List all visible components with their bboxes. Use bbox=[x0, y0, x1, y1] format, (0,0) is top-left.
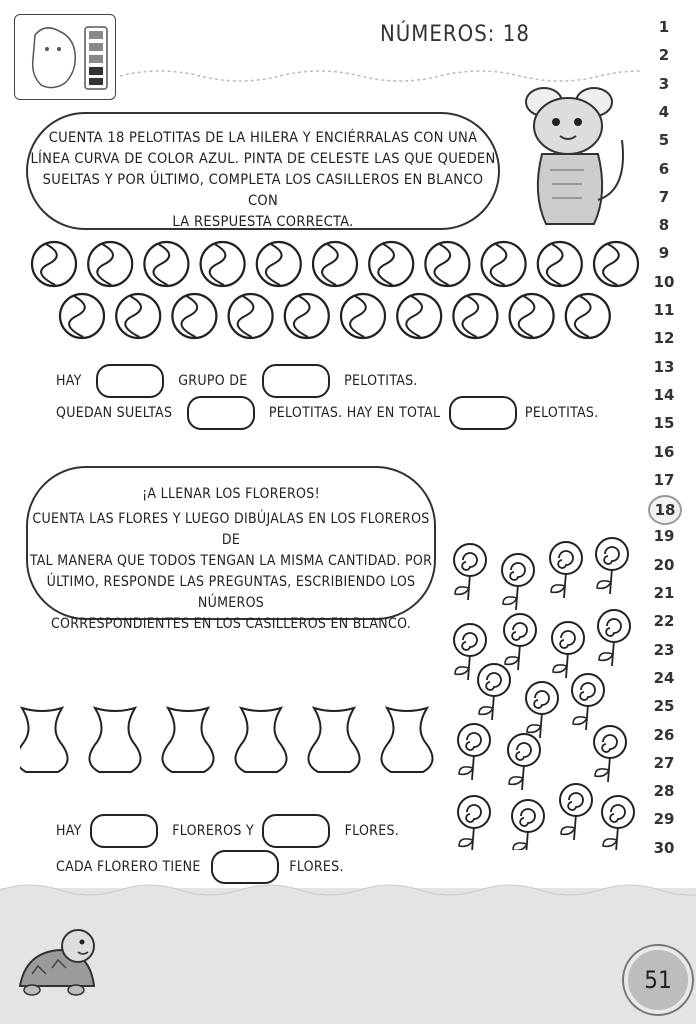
exercise1-line2 bbox=[56, 396, 599, 430]
turtle-illustration bbox=[12, 924, 104, 1004]
vase bbox=[89, 708, 140, 772]
exercise2-instruction-line: ÚLTIMO, RESPONDE LAS PREGUNTAS, ESCRIBIENDO LOS NÚMEROS bbox=[46, 574, 416, 611]
exercise1-instruction-line: LA RESPUESTA CORRECTA. bbox=[172, 214, 354, 230]
sequence-number: 3 bbox=[658, 74, 670, 93]
label-hay: HAY bbox=[56, 823, 82, 839]
label-flores: FLORES. bbox=[289, 859, 344, 875]
footer-wave bbox=[0, 878, 696, 898]
exercise2-instruction-line: CORRESPONDIENTES EN LOS CASILLEROS EN BLANCO. bbox=[50, 616, 412, 632]
ball bbox=[144, 242, 188, 286]
ball bbox=[425, 242, 469, 286]
sequence-number: 8 bbox=[658, 216, 670, 235]
rose-flower bbox=[552, 622, 584, 678]
label-pelotitas: PELOTITAS. bbox=[344, 373, 418, 389]
label-floreros-y: FLOREROS Y bbox=[172, 823, 254, 839]
answer-box-flowers[interactable] bbox=[262, 814, 330, 848]
label-pelotitas: PELOTITAS. bbox=[524, 405, 599, 421]
rose-flower bbox=[478, 664, 510, 720]
ball bbox=[285, 294, 329, 338]
footer-band bbox=[0, 888, 696, 1024]
sequence-number: 23 bbox=[653, 640, 675, 659]
ball bbox=[341, 294, 385, 338]
sequence-number: 12 bbox=[653, 329, 675, 348]
sequence-number: 6 bbox=[658, 159, 670, 178]
ball bbox=[201, 242, 245, 286]
rose-flower bbox=[512, 800, 544, 850]
vases-group bbox=[20, 708, 433, 772]
sequence-number: 20 bbox=[653, 555, 675, 574]
ball bbox=[594, 242, 638, 286]
vase bbox=[162, 708, 213, 772]
answer-box-total[interactable] bbox=[449, 396, 517, 430]
ball bbox=[116, 294, 160, 338]
rose-flower bbox=[526, 682, 558, 738]
number-sequence-column bbox=[644, 18, 684, 878]
answer-box-vases[interactable] bbox=[90, 814, 158, 848]
exercise2-instruction-cloud bbox=[26, 466, 436, 632]
sequence-number: 30 bbox=[653, 838, 675, 857]
answer-box-loose[interactable] bbox=[187, 396, 255, 430]
sequence-number: 25 bbox=[653, 697, 675, 716]
sequence-number: 14 bbox=[653, 385, 675, 404]
ball bbox=[566, 294, 610, 338]
vase bbox=[381, 708, 432, 772]
vase bbox=[235, 708, 286, 772]
exercise2-instruction-line: CUENTA LAS FLORES Y LUEGO DIBÚJALAS EN LOS FLOREROS DE bbox=[32, 511, 430, 548]
sequence-number: 26 bbox=[653, 725, 675, 744]
sequence-number: 7 bbox=[658, 187, 670, 206]
ball bbox=[397, 294, 441, 338]
rose-flower bbox=[550, 542, 582, 598]
balls-row-2 bbox=[60, 294, 610, 338]
ball bbox=[60, 294, 104, 338]
ball bbox=[257, 242, 301, 286]
answer-box-groups[interactable] bbox=[96, 364, 164, 398]
rose-flower bbox=[458, 796, 490, 850]
rose-flower bbox=[594, 726, 626, 782]
rose-flower bbox=[502, 554, 534, 610]
ball bbox=[88, 242, 132, 286]
sequence-number: 28 bbox=[653, 782, 675, 801]
mouse-illustration bbox=[500, 80, 632, 230]
exercise1-instruction-line: CUENTA 18 PELOTITAS DE LA HILERA Y ENCIÉRRALAS CON UNA bbox=[48, 130, 478, 146]
exercise1-instruction-line: SUELTAS Y POR ÚLTIMO, COMPLETA LOS CASILLEROS EN BLANCO CON bbox=[42, 172, 484, 209]
sequence-number: 29 bbox=[653, 810, 675, 829]
sequence-number: 10 bbox=[653, 272, 675, 291]
ball bbox=[313, 242, 357, 286]
sequence-number: 17 bbox=[653, 470, 675, 489]
sequence-number: 11 bbox=[653, 301, 675, 319]
label-hay: HAY bbox=[56, 373, 82, 389]
sequence-number: 9 bbox=[658, 244, 670, 263]
sequence-number: 19 bbox=[653, 527, 675, 546]
sequence-number: 22 bbox=[653, 612, 675, 631]
vase bbox=[20, 708, 68, 772]
exercise2-heading: ¡A LLENAR LOS FLOREROS! bbox=[142, 486, 320, 502]
ball bbox=[369, 242, 413, 286]
page-number-badge: 51 bbox=[624, 946, 692, 1014]
vases-area bbox=[20, 700, 450, 780]
label-quedan-sueltas: QUEDAN SUELTAS bbox=[56, 405, 173, 421]
sequence-number-highlighted: 18 bbox=[648, 495, 682, 525]
sequence-number: 5 bbox=[658, 131, 670, 150]
rose-flower bbox=[454, 544, 486, 600]
flowers-area bbox=[440, 530, 650, 850]
rose-flower bbox=[596, 538, 628, 594]
sequence-number: 21 bbox=[653, 584, 675, 602]
ball bbox=[172, 294, 216, 338]
flowers-group bbox=[454, 538, 634, 850]
exercise1-instruction-cloud bbox=[26, 112, 500, 230]
ball bbox=[538, 242, 582, 286]
sequence-number: 4 bbox=[658, 102, 670, 121]
vase bbox=[308, 708, 359, 772]
animal-calendar-icon bbox=[15, 15, 115, 99]
rose-flower bbox=[602, 796, 634, 850]
ball bbox=[229, 294, 273, 338]
sequence-number: 24 bbox=[653, 668, 675, 687]
rose-flower bbox=[560, 784, 592, 840]
sequence-number: 1 bbox=[658, 18, 670, 36]
rose-flower bbox=[458, 724, 490, 780]
exercise2-line1 bbox=[56, 814, 399, 848]
ball bbox=[453, 294, 497, 338]
rose-flower bbox=[572, 674, 604, 730]
balls-area bbox=[0, 230, 650, 350]
page-title: NÚMEROS: 18 bbox=[380, 22, 530, 47]
exercise1-line1 bbox=[56, 364, 418, 398]
label-pelotitas-hay-total: PELOTITAS. HAY EN TOTAL bbox=[268, 405, 441, 421]
sequence-number: 13 bbox=[653, 357, 675, 376]
ball bbox=[32, 242, 76, 286]
sequence-number: 16 bbox=[653, 442, 675, 461]
exercise2-instruction-line: TAL MANERA QUE TODOS TENGAN LA MISMA CANTIDAD. POR bbox=[29, 553, 433, 569]
sequence-number: 27 bbox=[653, 753, 675, 772]
label-flores: FLORES. bbox=[344, 823, 400, 839]
ball bbox=[482, 242, 526, 286]
sequence-number: 15 bbox=[653, 414, 675, 433]
calendar-logo-box bbox=[14, 14, 116, 100]
label-cada-florero-tiene: CADA FLORERO TIENE bbox=[56, 859, 201, 875]
rose-flower bbox=[598, 610, 630, 666]
sequence-number: 2 bbox=[658, 46, 670, 65]
answer-box-group-size[interactable] bbox=[262, 364, 330, 398]
rose-flower bbox=[504, 614, 536, 670]
balls-row-1 bbox=[32, 242, 638, 286]
rose-flower bbox=[508, 734, 540, 790]
ball bbox=[510, 294, 554, 338]
exercise1-instruction-line: LÍNEA CURVA DE COLOR AZUL. PINTA DE CELESTE LAS QUE QUEDEN bbox=[30, 151, 496, 167]
label-grupo-de: GRUPO DE bbox=[178, 373, 248, 389]
